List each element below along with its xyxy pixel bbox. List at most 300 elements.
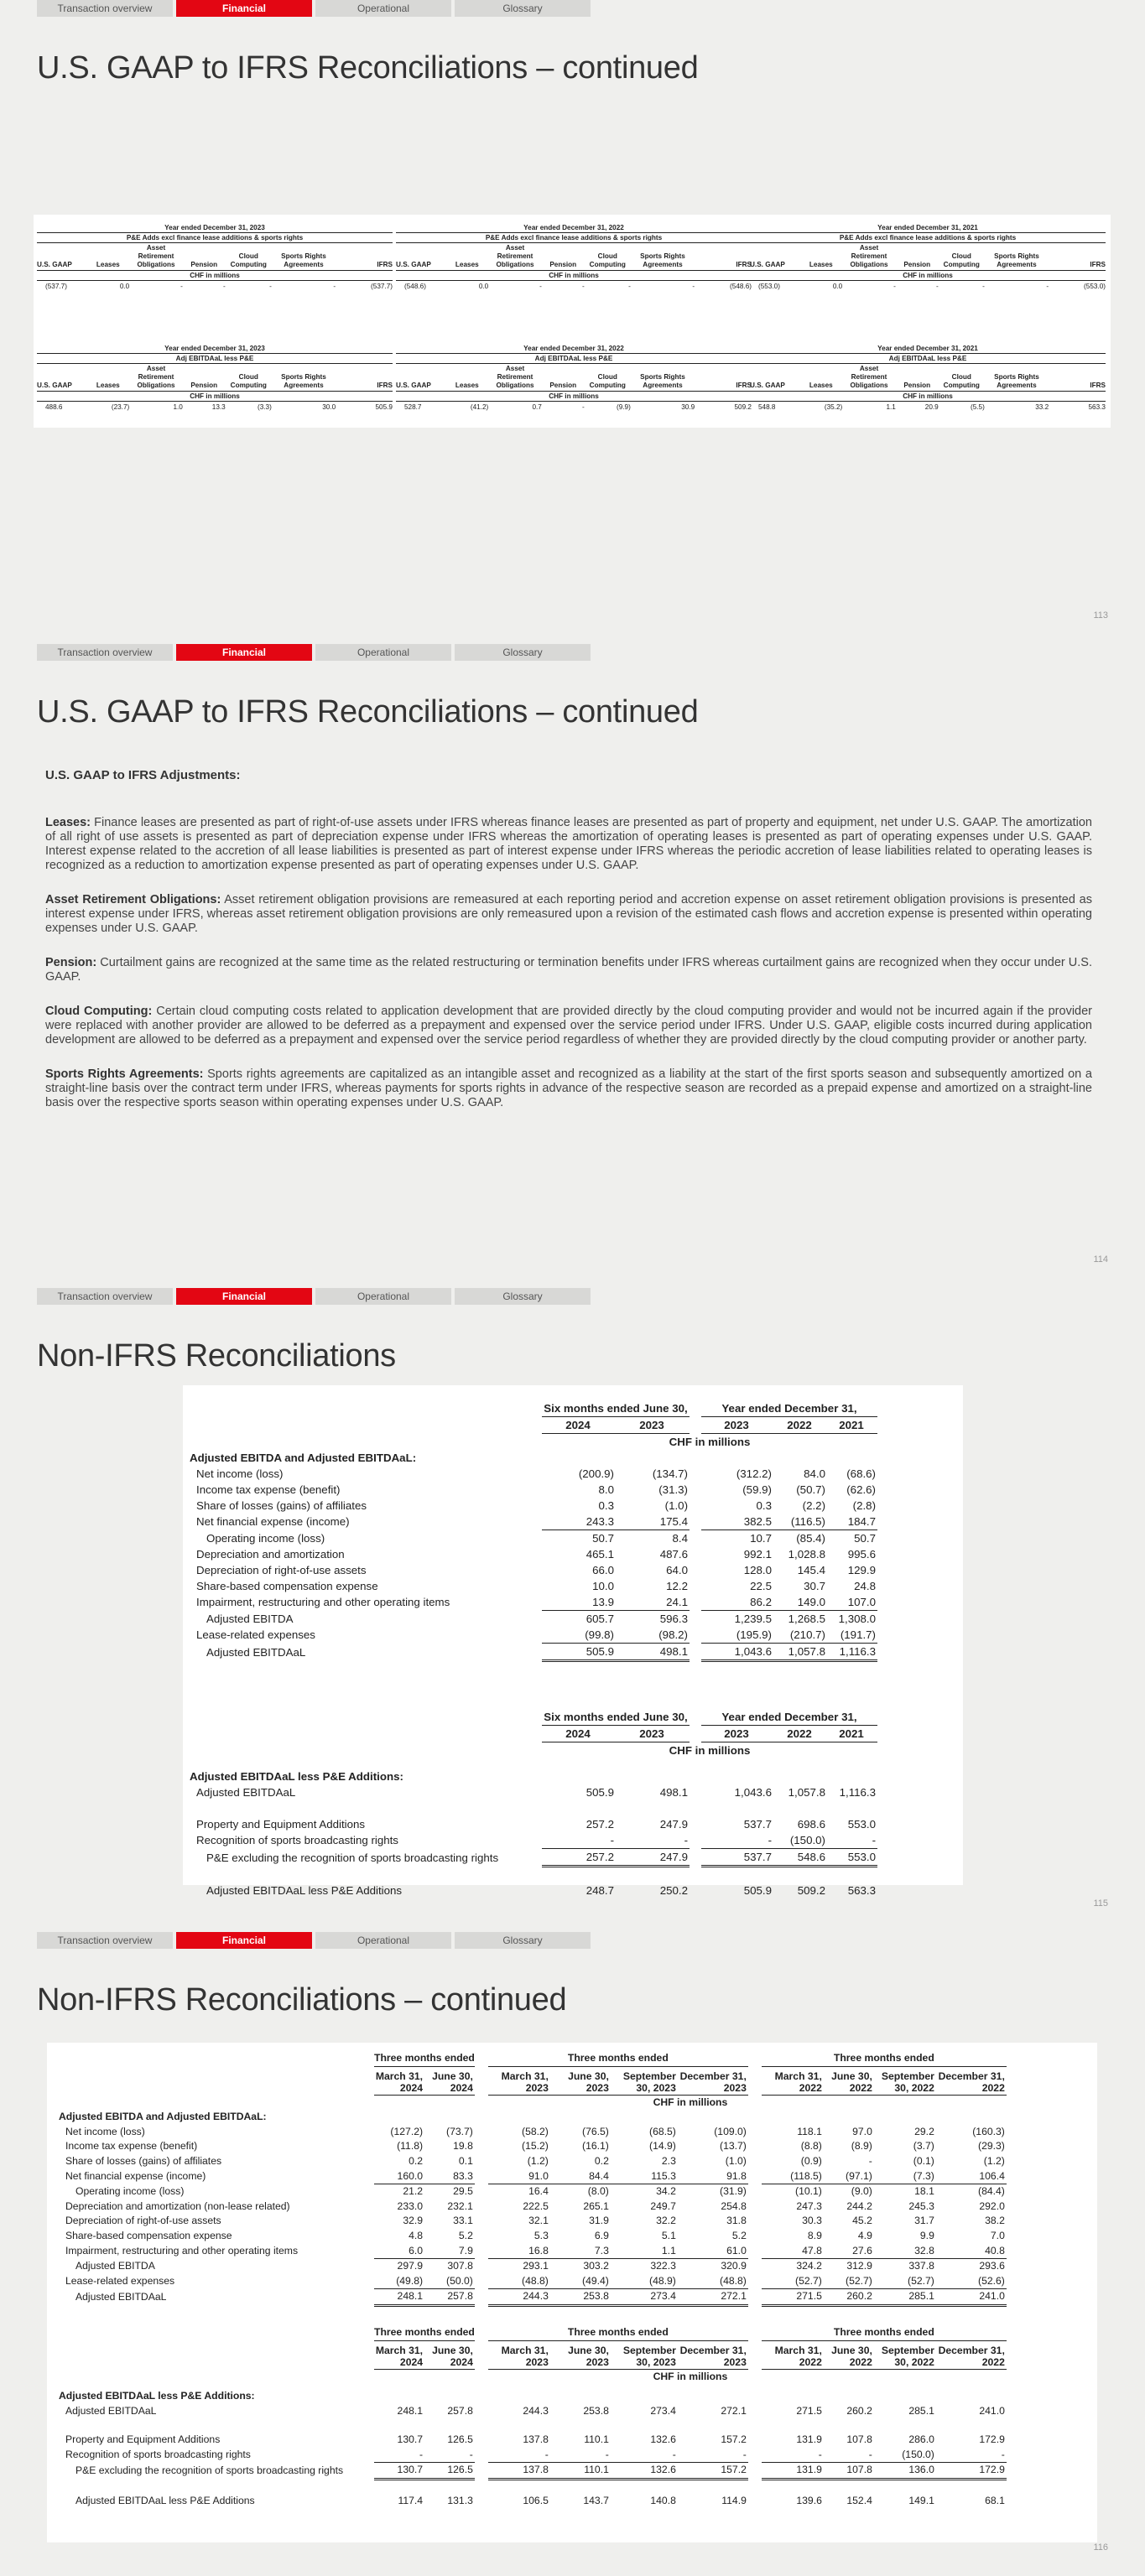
value-cell: 241.0: [979, 2404, 1005, 2417]
column-header: U.S. GAAP: [750, 364, 799, 392]
value-cell: 6.9: [594, 2229, 609, 2241]
value-cell: 0.1: [458, 2154, 473, 2167]
value-cell: 157.2: [678, 2463, 748, 2480]
tab-financial[interactable]: Financial: [176, 1288, 312, 1305]
value-cell: 9.9: [919, 2229, 934, 2241]
unit-label: CHF in millions: [750, 271, 1106, 281]
value-cell: (1.2): [983, 2154, 1005, 2167]
value-cell: 247.9: [616, 1849, 690, 1867]
value-cell: (52.6): [936, 2274, 1007, 2289]
value-cell: 137.8: [523, 2433, 549, 2446]
value-cell: 38.2: [985, 2215, 1005, 2227]
value-cell: 175.4: [616, 1514, 690, 1530]
value-cell: (109.0): [714, 2125, 747, 2137]
value-cell: 30.3: [802, 2215, 822, 2227]
value-cell: 7.0: [990, 2229, 1005, 2241]
unit-label: CHF in millions: [396, 271, 752, 281]
page-number: 116: [1093, 2542, 1108, 2553]
value-cell: 34.2: [656, 2185, 676, 2198]
value-cell: 250.2: [659, 1883, 688, 1897]
period-header: December 31, 2022: [936, 2066, 1007, 2095]
metric-heading: P&E Adds excl finance lease additions & sports rights: [750, 233, 1106, 243]
ebitdaal-less-pe-table: [190, 1709, 877, 1898]
value-cell: 18.1: [914, 2185, 934, 2198]
value-cell: 131.3: [447, 2494, 473, 2506]
value-cell: 128.0: [743, 1564, 772, 1576]
value-cell: (31.9): [720, 2185, 747, 2198]
group-header: Three months ended: [488, 2051, 748, 2066]
value-cell: (5.5): [970, 403, 985, 411]
value-cell: (1.0): [725, 2154, 747, 2167]
metric-heading: Adj EBITDAaL less P&E: [396, 354, 752, 364]
value-cell: 232.1: [447, 2199, 473, 2212]
table-row: [190, 1611, 877, 1628]
value-cell: 97.0: [852, 2125, 872, 2137]
row-label: Lease-related expenses: [65, 2274, 175, 2287]
value-cell: 248.1: [374, 2289, 424, 2306]
value-cell: (68.6): [846, 1467, 876, 1480]
value-cell: -: [628, 283, 631, 290]
value-cell: 528.7: [404, 403, 422, 411]
value-cell: 129.9: [847, 1564, 876, 1576]
table-row: [59, 2448, 1007, 2463]
page-116: [0, 1932, 1145, 2576]
value-cell: 257.8: [447, 2404, 473, 2417]
value-cell: 5.1: [661, 2229, 676, 2241]
value-cell: (3.3): [257, 403, 272, 411]
value-cell: 66.0: [592, 1564, 614, 1576]
value-cell: -: [180, 283, 183, 290]
value-cell: 106.5: [523, 2494, 549, 2506]
column-header: Pension: [542, 364, 585, 392]
table-row: [190, 1546, 877, 1562]
value-cell: 4.8: [409, 2229, 424, 2241]
top-navigation: [37, 644, 591, 661]
year-header: 2023: [616, 1417, 690, 1434]
value-cell: -: [581, 283, 585, 290]
tab-financial[interactable]: Financial: [176, 644, 312, 661]
value-cell: 132.6: [611, 2463, 678, 2480]
value-cell: 1.1: [611, 2244, 678, 2259]
value-cell: 27.6: [824, 2244, 874, 2259]
reconciliation-mini-table: [37, 223, 393, 292]
tab-glossary[interactable]: Glossary: [455, 644, 591, 661]
tab-transaction-overview[interactable]: Transaction overview: [37, 644, 173, 661]
value-cell: (98.2): [616, 1627, 690, 1644]
value-cell: 91.8: [678, 2169, 748, 2184]
column-header: Pension: [542, 243, 585, 271]
value-cell: 31.9: [589, 2215, 609, 2227]
column-header: IFRS: [1049, 364, 1106, 392]
period-heading: Year ended December 31, 2023: [37, 223, 393, 233]
value-cell: 107.8: [846, 2433, 872, 2446]
value-cell: -: [333, 283, 336, 290]
value-cell: 505.9: [542, 1644, 616, 1661]
column-header: U.S. GAAP: [396, 243, 445, 271]
value-cell: 10.7: [750, 1532, 772, 1545]
value-cell: 233.0: [397, 2199, 424, 2212]
group-header: Three months ended: [374, 2051, 475, 2066]
value-cell: 16.8: [488, 2244, 550, 2259]
period-header: December 31, 2022: [936, 2340, 1007, 2369]
column-header: IFRS: [695, 364, 752, 392]
table-row: [59, 2169, 1007, 2184]
year-header: 2023: [701, 1417, 773, 1434]
value-cell: 248.1: [397, 2404, 424, 2417]
value-cell: 6.0: [374, 2244, 424, 2259]
row-label: Depreciation and amortization (non-lease related): [65, 2199, 290, 2212]
value-cell: 537.7: [743, 1818, 772, 1831]
top-navigation: [37, 1932, 591, 1949]
value-cell: 83.3: [424, 2169, 475, 2184]
period-header: September 30, 2022: [874, 2340, 936, 2369]
tab-glossary[interactable]: Glossary: [455, 1932, 591, 1949]
unit-label: CHF in millions: [396, 392, 752, 402]
value-cell: 247.9: [659, 1818, 688, 1831]
value-cell: -: [581, 403, 585, 411]
value-cell: 248.7: [586, 1883, 614, 1897]
row-label: Impairment, restructuring and other operating items: [196, 1596, 450, 1609]
page-113: [0, 0, 1145, 644]
value-cell: (73.7): [446, 2125, 473, 2137]
column-header: Asset Retirement Obligations: [488, 243, 542, 271]
value-cell: (50.7): [796, 1483, 825, 1496]
period-heading: Year ended December 31, 2021: [750, 223, 1106, 233]
value-cell: 143.7: [583, 2494, 609, 2506]
column-header: Leases: [445, 364, 488, 392]
column-header: IFRS: [695, 243, 752, 271]
value-cell: 64.0: [666, 1564, 688, 1576]
column-header: Asset Retirement Obligations: [842, 364, 896, 392]
tab-transaction-overview[interactable]: Transaction overview: [37, 1288, 173, 1305]
page-title: U.S. GAAP to IFRS Reconciliations – continued: [37, 50, 699, 86]
value-cell: 260.2: [846, 2404, 872, 2417]
value-cell: 5.3: [533, 2229, 549, 2241]
period-header: December 31, 2023: [678, 2340, 748, 2369]
value-cell: 19.8: [453, 2140, 473, 2153]
value-cell: 30.0: [322, 403, 336, 411]
value-cell: 487.6: [659, 1548, 688, 1561]
column-header: Cloud Computing: [226, 243, 272, 271]
value-cell: 0.3: [756, 1499, 772, 1512]
value-cell: (8.0): [587, 2185, 609, 2198]
table-row: [190, 1482, 877, 1498]
unit-label: CHF in millions: [653, 2096, 728, 2108]
value-cell: 563.3: [1088, 403, 1106, 411]
value-cell: 13.3: [211, 403, 226, 411]
table-row: [190, 1594, 877, 1611]
period-header: September 30, 2022: [874, 2066, 936, 2095]
year-header: 2021: [827, 1417, 877, 1434]
column-header: U.S. GAAP: [396, 364, 445, 392]
value-cell: 249.7: [650, 2199, 676, 2212]
value-cell: -: [982, 283, 985, 290]
value-cell: (9.9): [616, 403, 631, 411]
tab-operational[interactable]: Operational: [315, 1288, 451, 1305]
value-cell: (0.9): [800, 2154, 822, 2167]
row-label: Adjusted EBITDAaL less P&E Additions: [206, 1883, 403, 1897]
period-header: June 30, 2024: [424, 2340, 475, 2369]
value-cell: 131.9: [796, 2433, 822, 2446]
row-label: Adjusted EBITDAaL: [206, 1645, 306, 1659]
section-heading: Adjusted EBITDA and Adjusted EBITDAaL:: [190, 1452, 417, 1464]
value-cell: 0.3: [598, 1499, 614, 1512]
reconciliation-mini-table: [396, 344, 752, 413]
group-header: Three months ended: [488, 2325, 748, 2340]
metric-heading: P&E Adds excl finance lease additions & sports rights: [396, 233, 752, 243]
tab-glossary[interactable]: Glossary: [455, 0, 591, 17]
value-cell: (14.9): [649, 2140, 676, 2153]
tab-transaction-overview[interactable]: Transaction overview: [37, 0, 173, 17]
column-header: Asset Retirement Obligations: [129, 364, 183, 392]
value-cell: 1,116.3: [839, 1786, 876, 1799]
column-header: Pension: [183, 364, 226, 392]
value-cell: (29.3): [978, 2140, 1005, 2153]
value-cell: 13.9: [542, 1594, 616, 1611]
value-cell: (9.0): [851, 2185, 872, 2198]
value-cell: 172.9: [936, 2463, 1007, 2480]
value-cell: 118.1: [797, 2125, 822, 2137]
value-cell: -: [616, 1832, 690, 1849]
reconciliation-mini-table: [750, 223, 1106, 292]
reconciliation-mini-table: [37, 344, 393, 413]
year-header: 2024: [542, 1726, 616, 1742]
table-row: [190, 1514, 877, 1530]
value-cell: -: [827, 1832, 877, 1849]
value-cell: 91.0: [488, 2169, 550, 2184]
group-header: Three months ended: [762, 2325, 1007, 2340]
value-cell: 253.8: [550, 2289, 611, 2306]
row-label: Property and Equipment Additions: [196, 1818, 366, 1831]
value-cell: 1,043.6: [734, 1786, 772, 1799]
table-row: [190, 1883, 877, 1898]
value-cell: 7.9: [424, 2244, 475, 2259]
column-header: IFRS: [1049, 243, 1106, 271]
value-cell: 337.8: [908, 2260, 934, 2272]
page-title: Non-IFRS Reconciliations: [37, 1338, 396, 1374]
value-cell: (23.7): [111, 403, 130, 411]
tab-operational[interactable]: Operational: [315, 1932, 451, 1949]
row-label: Operating income (loss): [75, 2184, 185, 2197]
value-cell: 307.8: [447, 2260, 473, 2272]
period-header: June 30, 2022: [824, 2066, 874, 2095]
value-cell: 130.7: [397, 2433, 424, 2446]
value-cell: 184.7: [827, 1514, 877, 1530]
paragraph-pension: Pension: Curtailment gains are recognized at the same time as the related restructuring or termination benefits under IFRS whereas curtailment gains are recognized when they occur under U.S. GAAP.: [45, 956, 1092, 984]
value-cell: 537.7: [701, 1849, 773, 1867]
page-title: Non-IFRS Reconciliations – continued: [37, 1982, 567, 2018]
table-row: [190, 1849, 877, 1867]
row-label: Adjusted EBITDAaL: [196, 1786, 296, 1799]
value-cell: 596.3: [659, 1613, 688, 1625]
value-cell: 0.2: [409, 2154, 424, 2167]
year-header: 2022: [773, 1726, 827, 1742]
value-cell: (2.8): [852, 1499, 876, 1512]
value-cell: 509.2: [797, 1883, 825, 1897]
table-row: [190, 1816, 877, 1832]
value-cell: 292.0: [979, 2199, 1005, 2212]
row-label: Net income (loss): [196, 1467, 284, 1480]
tab-operational[interactable]: Operational: [315, 0, 451, 17]
value-cell: 5.2: [731, 2229, 747, 2241]
metric-heading: Adj EBITDAaL less P&E: [750, 354, 1106, 364]
row-label: Impairment, restructuring and other operating items: [65, 2244, 299, 2257]
row-label: Income tax expense (benefit): [196, 1483, 341, 1496]
value-cell: -: [893, 283, 896, 290]
column-header: Asset Retirement Obligations: [129, 243, 183, 271]
page-115: [0, 1288, 1145, 1932]
column-header: Cloud Computing: [939, 243, 985, 271]
tab-financial[interactable]: Financial: [176, 1932, 312, 1949]
value-cell: -: [424, 2448, 475, 2463]
value-cell: 0.0: [832, 283, 843, 290]
period-header: June 30, 2023: [550, 2066, 611, 2095]
value-cell: (62.6): [846, 1483, 876, 1496]
value-cell: 293.1: [523, 2260, 549, 2272]
value-cell: (48.8): [488, 2274, 550, 2289]
value-cell: 107.0: [827, 1594, 877, 1611]
value-cell: -: [678, 2448, 748, 2463]
value-cell: (1.2): [527, 2154, 549, 2167]
value-cell: 257.2: [586, 1818, 614, 1831]
period-header: June 30, 2023: [550, 2340, 611, 2369]
tab-operational[interactable]: Operational: [315, 644, 451, 661]
tab-financial[interactable]: Financial: [176, 0, 312, 17]
value-cell: 324.2: [796, 2260, 822, 2272]
column-header: IFRS: [336, 243, 393, 271]
value-cell: 254.8: [721, 2199, 747, 2212]
value-cell: 22.5: [750, 1580, 772, 1592]
value-cell: 1,239.5: [734, 1613, 772, 1625]
adjustments-text: [45, 768, 1092, 1130]
table-row: [59, 2274, 1007, 2289]
value-cell: 465.1: [586, 1548, 614, 1561]
tab-glossary[interactable]: Glossary: [455, 1288, 591, 1305]
column-header: Cloud Computing: [585, 243, 631, 271]
row-label: Depreciation of right-of-use assets: [65, 2215, 221, 2227]
row-label: Adjusted EBITDAaL less P&E Additions: [75, 2494, 255, 2506]
value-cell: 992.1: [743, 1548, 772, 1561]
value-cell: 505.9: [375, 403, 393, 411]
value-cell: 30.9: [681, 403, 695, 411]
table-row: [59, 2125, 1007, 2140]
value-cell: 1,116.3: [827, 1644, 877, 1661]
value-cell: 68.1: [985, 2494, 1005, 2506]
column-header: Sports Rights Agreements: [985, 243, 1049, 271]
value-cell: -: [868, 2154, 872, 2167]
paragraph-cloud-computing: Cloud Computing: Certain cloud computing costs related to application development that are provided directly by the cloud computing provider and would not be incurred again if the provider were replaced with another provider are allowed to be deferred as a prepayment and expensed over the service period under IFRS. Under U.S. GAAP, eligible costs incurred during application development are allowed to be deferred as a prepayment and expensed over the service period regardless of whether they are provided directly by the cloud computing provider or another party.: [45, 1005, 1093, 1046]
value-cell: (15.2): [522, 2140, 549, 2153]
value-cell: (2.2): [802, 1499, 825, 1512]
unit-label: CHF in millions: [669, 1436, 751, 1448]
table-row: [190, 1466, 877, 1482]
value-cell: 0.2: [594, 2154, 609, 2167]
group-header: Three months ended: [374, 2325, 475, 2340]
tab-transaction-overview[interactable]: Transaction overview: [37, 1932, 173, 1949]
unit-label: CHF in millions: [653, 2370, 728, 2382]
value-cell: (195.9): [701, 1627, 773, 1644]
value-cell: 8.9: [807, 2229, 822, 2241]
value-cell: 126.5: [424, 2463, 475, 2480]
value-cell: 260.2: [824, 2289, 874, 2306]
value-cell: 32.8: [874, 2244, 936, 2259]
value-cell: 698.6: [797, 1818, 825, 1831]
table-row: [190, 1784, 877, 1800]
value-cell: -: [936, 2448, 1007, 2463]
reconciliation-mini-table: [750, 344, 1106, 413]
value-cell: 505.9: [586, 1786, 614, 1799]
value-cell: 241.0: [936, 2289, 1007, 2306]
value-cell: (10.1): [795, 2185, 822, 2198]
value-cell: (49.4): [550, 2274, 611, 2289]
value-cell: (548.6): [404, 283, 426, 290]
row-label: Adjusted EBITDA: [206, 1612, 294, 1625]
value-cell: 40.8: [936, 2244, 1007, 2259]
value-cell: 61.0: [678, 2244, 748, 2259]
value-cell: 24.1: [616, 1594, 690, 1611]
column-header: Leases: [799, 364, 842, 392]
value-cell: 106.4: [936, 2169, 1007, 2184]
row-label: Share of losses (gains) of affiliates: [65, 2154, 222, 2167]
value-cell: 21.2: [403, 2185, 424, 2198]
value-cell: 140.8: [650, 2494, 676, 2506]
group-header: Six months ended June 30,: [542, 1709, 690, 1726]
unit-label: CHF in millions: [37, 271, 393, 281]
value-cell: 243.3: [542, 1514, 616, 1530]
value-cell: 293.6: [979, 2260, 1005, 2272]
page-title: U.S. GAAP to IFRS Reconciliations – continued: [37, 694, 699, 730]
value-cell: 149.0: [773, 1594, 827, 1611]
table-row: [59, 2433, 1007, 2448]
row-label: Recognition of sports broadcasting rights: [65, 2449, 251, 2461]
value-cell: 1,057.8: [773, 1644, 827, 1661]
reconciliation-mini-table: [396, 223, 752, 292]
column-header: U.S. GAAP: [37, 364, 86, 392]
table-row: [190, 1498, 877, 1514]
table-row: [59, 2244, 1007, 2259]
paragraph-leases: Leases: Finance leases are presented as part of right-of-use assets under IFRS whereas finance leases are presented as part of property and equipment, net under U.S. GAAP. The amortization of all right of use assets is presented as part of depreciation expense under IFRS whereas the amortization of operating leases is presented as part of operating expenses under U.S. GAAP. Interest expense related to the accretion of all lease liabilities is presented as part of interest expense under IFRS whereas the periodic accretion of lease liabilities related to operating leases is recognized as a reduction to amortization expense presented as part of operating expenses under U.S. GAAP.: [45, 816, 1092, 872]
row-label: Lease-related expenses: [196, 1628, 315, 1642]
value-cell: (8.8): [800, 2140, 822, 2153]
top-navigation: [37, 1288, 591, 1305]
value-cell: -: [824, 2448, 874, 2463]
page-number: 113: [1093, 610, 1108, 621]
period-header: June 30, 2022: [824, 2340, 874, 2369]
table-row: [59, 2199, 1007, 2215]
non-ifrs-panel: [183, 1385, 963, 1897]
table-row: [190, 1530, 877, 1547]
value-cell: 272.1: [678, 2289, 748, 2306]
year-header: 2023: [701, 1726, 773, 1742]
value-cell: -: [488, 2448, 550, 2463]
table-row: [59, 2289, 1007, 2306]
period-header: March 31, 2023: [488, 2340, 550, 2369]
value-cell: 271.5: [762, 2289, 824, 2306]
value-cell: 265.1: [583, 2199, 609, 2212]
group-header: Year ended December 31,: [701, 1400, 877, 1417]
value-cell: (127.2): [390, 2125, 424, 2137]
value-cell: 157.2: [721, 2433, 747, 2446]
value-cell: (58.2): [522, 2125, 549, 2137]
value-cell: 12.2: [666, 1580, 688, 1592]
value-cell: (3.7): [913, 2140, 934, 2153]
value-cell: 244.2: [846, 2199, 872, 2212]
value-cell: 222.5: [523, 2199, 549, 2212]
table-row: [190, 1627, 877, 1644]
value-cell: 1,057.8: [788, 1786, 825, 1799]
column-header: Pension: [896, 243, 939, 271]
value-cell: 509.2: [734, 403, 752, 411]
